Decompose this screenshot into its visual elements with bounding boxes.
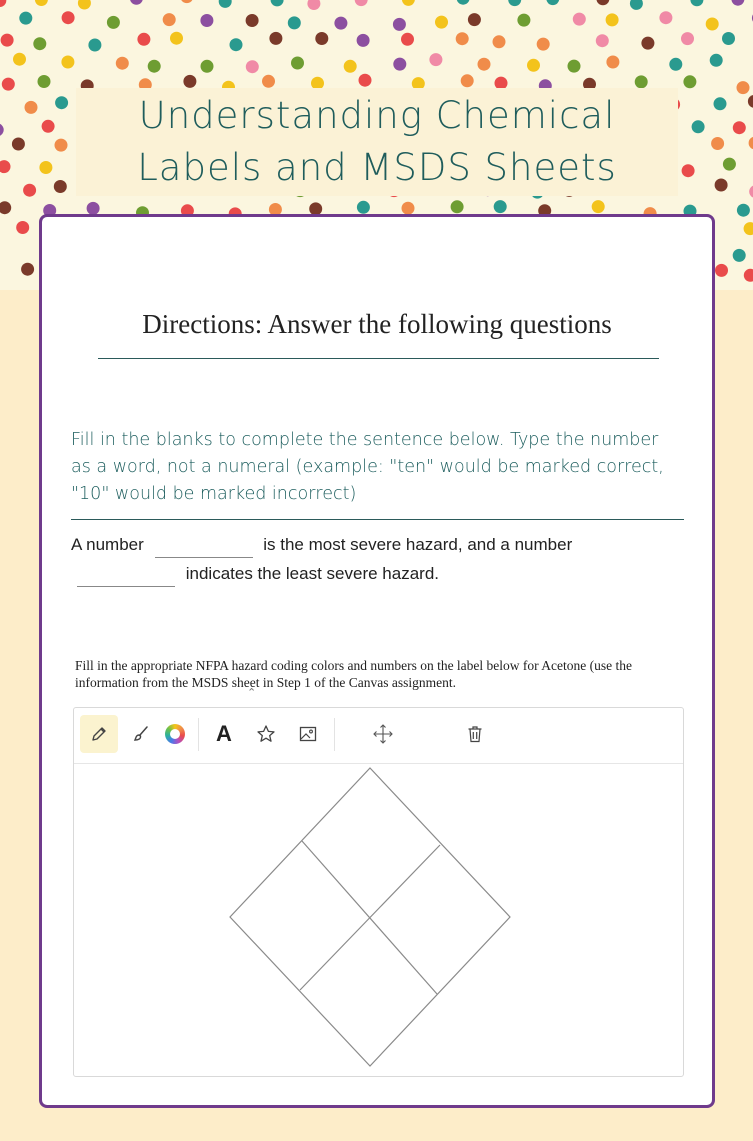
polka-dot [606,13,619,26]
polka-dot [596,0,609,5]
polka-dot [468,13,481,26]
trash-icon [465,724,485,744]
polka-dot [0,0,6,7]
toolbar-separator [334,718,335,751]
polka-dot [2,78,15,91]
polka-dot [493,35,506,48]
delete-button[interactable] [456,715,494,753]
drawing-toolbar [74,708,683,764]
polka-dot [723,158,736,171]
polka-dot [402,0,415,6]
polka-dot [393,58,406,71]
polka-dot [170,32,183,45]
polka-dot [130,0,143,5]
polka-dot [88,39,101,52]
polka-dot [494,200,507,213]
brush-tool-button[interactable] [122,715,160,753]
polka-dot [402,202,415,215]
polka-dot [219,0,232,8]
polka-dot [116,57,129,70]
polka-dot [0,201,11,214]
polka-dot [706,18,719,31]
polka-dot [401,33,414,46]
nfpa-instruction: Fill in the appropriate NFPA hazard coding colors and numbers on the label below for Acetone (use the information from the MSDS sheet in Step 1 of the Canvas assignment. [75,658,632,690]
polka-dot [38,75,51,88]
pencil-icon [89,724,109,744]
polka-dot [61,56,74,69]
polka-dot [710,54,723,67]
polka-dot [0,123,4,136]
polka-dot [246,60,259,73]
polka-dot [137,33,150,46]
polka-dot [457,0,470,5]
polka-dot [183,75,196,88]
divider [71,519,684,520]
polka-dot [200,14,213,27]
polka-dot [230,38,243,51]
polka-dot [13,53,26,66]
polka-dot [692,120,705,133]
polka-dot [334,17,347,30]
star-icon [256,724,276,744]
nfpa-diamond-divider [300,845,440,990]
polka-dot [749,137,753,150]
polka-dot [357,34,370,47]
sentence-part-1: A number [71,535,144,554]
fill-instruction: Fill in the blanks to complete the sentence below. Type the number as a word, not a numeral (example: "ten" would be marked correct, "10" would be marked incorrect) [71,430,664,504]
image-icon [298,724,318,744]
caret-up-icon[interactable]: ⌃ [247,687,257,699]
polka-dot [527,59,540,72]
polka-dot [737,204,750,217]
polka-dot [107,16,120,29]
toolbar-separator [198,718,199,751]
polka-dot [62,11,75,24]
polka-dot [163,13,176,26]
polka-dot [288,16,301,29]
polka-dot [682,164,695,177]
polka-dot [733,249,746,262]
polka-dot [711,137,724,150]
directions-heading: Directions: Answer the following questions [142,309,612,339]
polka-dot [683,75,696,88]
polka-dot [568,60,581,73]
polka-dot [451,200,464,213]
text-icon: A [216,721,232,746]
polka-dot [714,97,727,110]
polka-dot [669,58,682,71]
polka-dot [246,14,259,27]
polka-dot [54,180,67,193]
polka-dot [722,32,735,45]
stamp-tool-button[interactable] [247,715,285,753]
polka-dot [749,185,753,198]
fill-blank-sentence [71,530,671,588]
polka-dot [508,0,521,6]
polka-dot [291,57,304,70]
title-banner [76,88,678,196]
polka-dot [315,32,328,45]
polka-dot [359,74,372,87]
polka-dot [744,222,753,235]
polka-dot [87,202,100,215]
polka-dot [393,18,406,31]
polka-dot [635,75,648,88]
polka-dot [435,16,448,29]
polka-dot [537,38,550,51]
polka-dot [681,32,694,45]
polka-dot [690,0,703,6]
worksheet-card [39,214,715,1108]
polka-dot [201,60,214,73]
drawing-tool [73,707,684,1077]
sentence-part-2: is the most severe hazard, and a number [263,535,573,554]
polka-dot [630,0,643,10]
polka-dot [269,32,282,45]
polka-dot [19,12,32,25]
color-wheel-icon [165,724,185,744]
sentence-part-3: indicates the least severe hazard. [185,564,439,583]
polka-dot [659,11,672,24]
blank-input-2[interactable] [77,564,175,587]
polka-dot [592,200,605,213]
polka-dot [478,58,491,71]
polka-dot [744,269,753,282]
polka-dot [35,0,48,6]
color-picker-button[interactable] [156,715,194,753]
polka-dot [357,201,370,214]
polka-dot [16,221,29,234]
polka-dot [573,13,586,26]
polka-dot [78,0,91,10]
polka-dot [733,121,746,134]
polka-dot [12,138,25,151]
polka-dot [271,0,284,6]
polka-dot [307,0,320,10]
polka-dot [148,60,161,73]
polka-dot [42,120,55,133]
page-title: Understanding Chemical Labels and MSDS Sheets [137,94,617,189]
blank-input-1[interactable] [155,535,253,558]
polka-dot [25,101,38,114]
polka-dot [715,179,728,192]
polka-dot [737,81,750,94]
polka-dot [596,34,609,47]
nfpa-diamond [230,768,510,1066]
polka-dot [23,184,36,197]
polka-dot [262,75,275,88]
move-icon [372,723,394,745]
polka-dot [461,74,474,87]
polka-dot [546,0,559,5]
polka-dot [731,0,744,6]
polka-dot [606,56,619,69]
move-tool-button[interactable] [364,715,402,753]
polka-dot [55,139,68,152]
polka-dot [517,14,530,27]
polka-dot [715,264,728,277]
drawing-canvas[interactable] [74,764,683,1076]
divider [98,358,659,359]
polka-dot [1,34,14,47]
polka-dot [429,53,442,66]
polka-dot [456,32,469,45]
polka-dot [33,37,46,50]
polka-dot [748,95,753,108]
polka-dot [21,263,34,276]
polka-dot [355,0,368,6]
pencil-tool-button[interactable] [80,715,118,753]
polka-dot [344,60,357,73]
polka-dot [39,161,52,174]
text-tool-button[interactable] [205,715,243,753]
polka-dot [55,96,68,109]
polka-dot [641,37,654,50]
polka-dot [0,160,11,173]
image-tool-button[interactable] [289,715,327,753]
polka-dot [180,0,193,3]
brush-icon [131,724,151,744]
